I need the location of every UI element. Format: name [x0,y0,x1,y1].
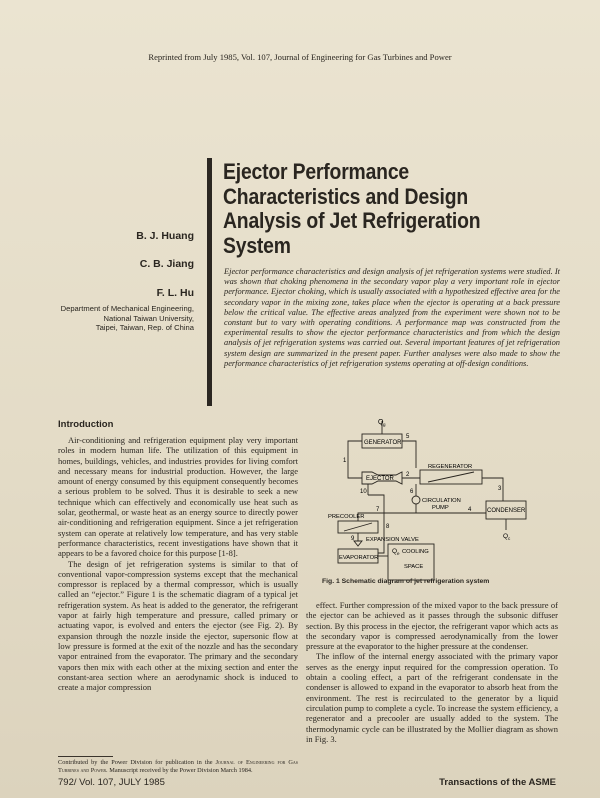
regenerator-slash [428,472,474,482]
title-rule [207,158,212,406]
title-line: System [223,232,291,258]
state-number: 2 [406,472,410,478]
line-1 [348,441,362,478]
title-line: Analysis of Jet Refrigeration [223,208,481,233]
author-name: F. L. Hu [156,287,194,299]
abstract: Ejector performance characteristics and design analysis of jet refrigeration systems were studied. It was shown that choking phenomena in the secondary vapor play a very important role in ejector performance. Ejector choking, which is usually associated with a hypothesized effective area for the secondary vapor in the mixing zone, takes place when the ejector is operating at a back pressure below the critical value. The effective areas analyzed from the experiment were shown not to be constant but to vary with operating conditions. A performance map was constructed from the experimental results to show the ejector performance characteristics and from which the design analysis of jet refrigeration systems was carried out. Several important features of jet refrigeration system design are summarized in the present paper. Further analyses were also made to show the performance characteristics of jet refrigeration systems operating at off-design conditions. [224,267,560,368]
qc-subscript: c [508,536,511,541]
space-label: SPACE [404,564,424,570]
qe-subscript: e [397,551,400,556]
state-number: 10 [360,489,367,495]
footnote-rule [58,756,113,757]
qg-subscript: g [383,422,386,427]
pump-circle [412,496,420,504]
body-paragraph: Air-conditioning and refrigeration equipment play very important roles in modern human life. The utilization of this equipment in homes, buildings, vehicles, and industries provides for living comfort and necessary means for industrial production. However, the large amount of energy consumed by this equipment consequently becomes a serious problem to be solved. Thus it is desirable to seek a new technique which can effectively and economically use heat such as solar, geothermal, or waste heat as an energy source to directly power air-conditioning and refrigeration equipment. Since a jet refrigeration system can operate at relatively low temperature, and has very stable performance characteristics, recent investigations have shown that it appears to be a favored choice for this purpose [1-8]. [58,435,298,559]
generator-label: GENERATOR [364,440,402,446]
ejector-label: EJECTOR [366,476,394,482]
state-number: 7 [376,507,380,513]
section-heading-introduction: Introduction [58,419,114,430]
qc-label: Q [503,533,509,540]
body-paragraph: The inflow of the internal energy associated with the primary vapor serves as the energy input required for the compression operation. To obtain a cooling effect, a part of the refrigerant condensate in the condenser is allowed to expand in the evaporator to absorb heat from the environment. The rest is recirculated to the generator by a liquid circulation pump to complete a cycle. To increase the system efficiency, a regenerator and a precooler are usually added to the system. The thermodynamic cycle can be illustrated by the Mollier diagram as shown in Fig. 3. [306,651,558,744]
qg-label: Q [378,419,384,426]
right-column [306,600,558,744]
condenser-label: CONDENSER [487,508,526,514]
state-number: 6 [410,489,414,495]
precooler-label: PRECOOLER [328,514,365,520]
state-number: 1 [343,458,347,464]
figure-caption: Fig. 1 Schematic diagram of jet refrigeration system [322,578,490,585]
precooler-slash [344,523,372,531]
figure-1-schematic [318,418,554,586]
body-paragraph: effect. Further compression of the mixed vapor to the back pressure of the ejector can be achieved as it passes through the subsonic diffuser section. By this process in the ejector, the refrigerant vapor which acts as the secondary vapor is compressed aerodynamically from the lower pressure at the evaporator to the higher pressure at the condenser. [306,600,558,652]
valve-shape [354,541,362,546]
left-column [58,435,298,692]
state-number: 5 [406,434,410,440]
line-4 [416,504,486,513]
author-name: C. B. Jiang [139,258,194,270]
paper-title [223,160,481,258]
reprint-line: Reprinted from July 1985, Vol. 107, Journal of Engineering for Gas Turbines and Power [148,52,452,62]
qe-label: Q [392,548,398,555]
state-number: 3 [498,486,502,492]
expansion-valve-label: EXPANSION VALVE [366,537,419,543]
affiliation-line: National Taiwan University, [103,313,194,323]
circulation-label: CIRCULATION [422,498,461,504]
state-number: 9 [351,536,355,542]
body-paragraph: The design of jet refrigeration systems is similar to that of conventional vapor-compression systems except that the mechanical compressor is replaced by a thermal compressor, which is usually called an “ejector.” Figure 1 is the schematic diagram of a typical jet refrigeration system. As heat is added to the generator, the refrigerant vapor at fairly high temperature and pressure, called primary or actuating vapor, is evolved and enters the ejector (see Fig. 2). By expansion through the nozzle inside the ejector, supersonic flow at low pressure is formed at the exit of the nozzle and has the secondary vapor entrained from the evaporator. The primary and the secondary vapors then mix with each other at the mixing section and enter the constant-area section where an aerodynamic shock is induced to create a major compression [58,558,298,693]
title-line: Ejector Performance [223,159,410,184]
footnote [58,759,298,774]
pump-label: PUMP [432,505,449,511]
footnote-journal: Journal of Engineering for Gas Turbines and Power. [58,759,298,774]
footnote-tail: Manuscript received by the Power Division March 1984. [109,766,253,774]
cooling-label: COOLING [402,549,429,555]
affiliation-line: Taipei, Taiwan, Rep. of China [95,323,194,333]
author-name: B. J. Huang [136,230,194,242]
line-7 [358,513,416,521]
line-5 [402,441,416,468]
state-number: 4 [468,507,472,513]
footnote-lead: Contributed by the Power Division for publication in the [58,759,213,766]
page-footer-volume: 792/ Vol. 107, JULY 1985 [58,777,165,788]
author-affiliation [61,304,194,333]
title-line: Characteristics and Design [223,183,469,209]
evaporator-label: EVAPORATOR [339,555,379,561]
affiliation-line: Department of Mechanical Engineering, [60,304,194,313]
line-8 [368,495,384,553]
state-number: 8 [386,524,390,530]
page-footer-journal: Transactions of the ASME [439,777,556,788]
regenerator-label: REGENERATOR [428,464,473,470]
